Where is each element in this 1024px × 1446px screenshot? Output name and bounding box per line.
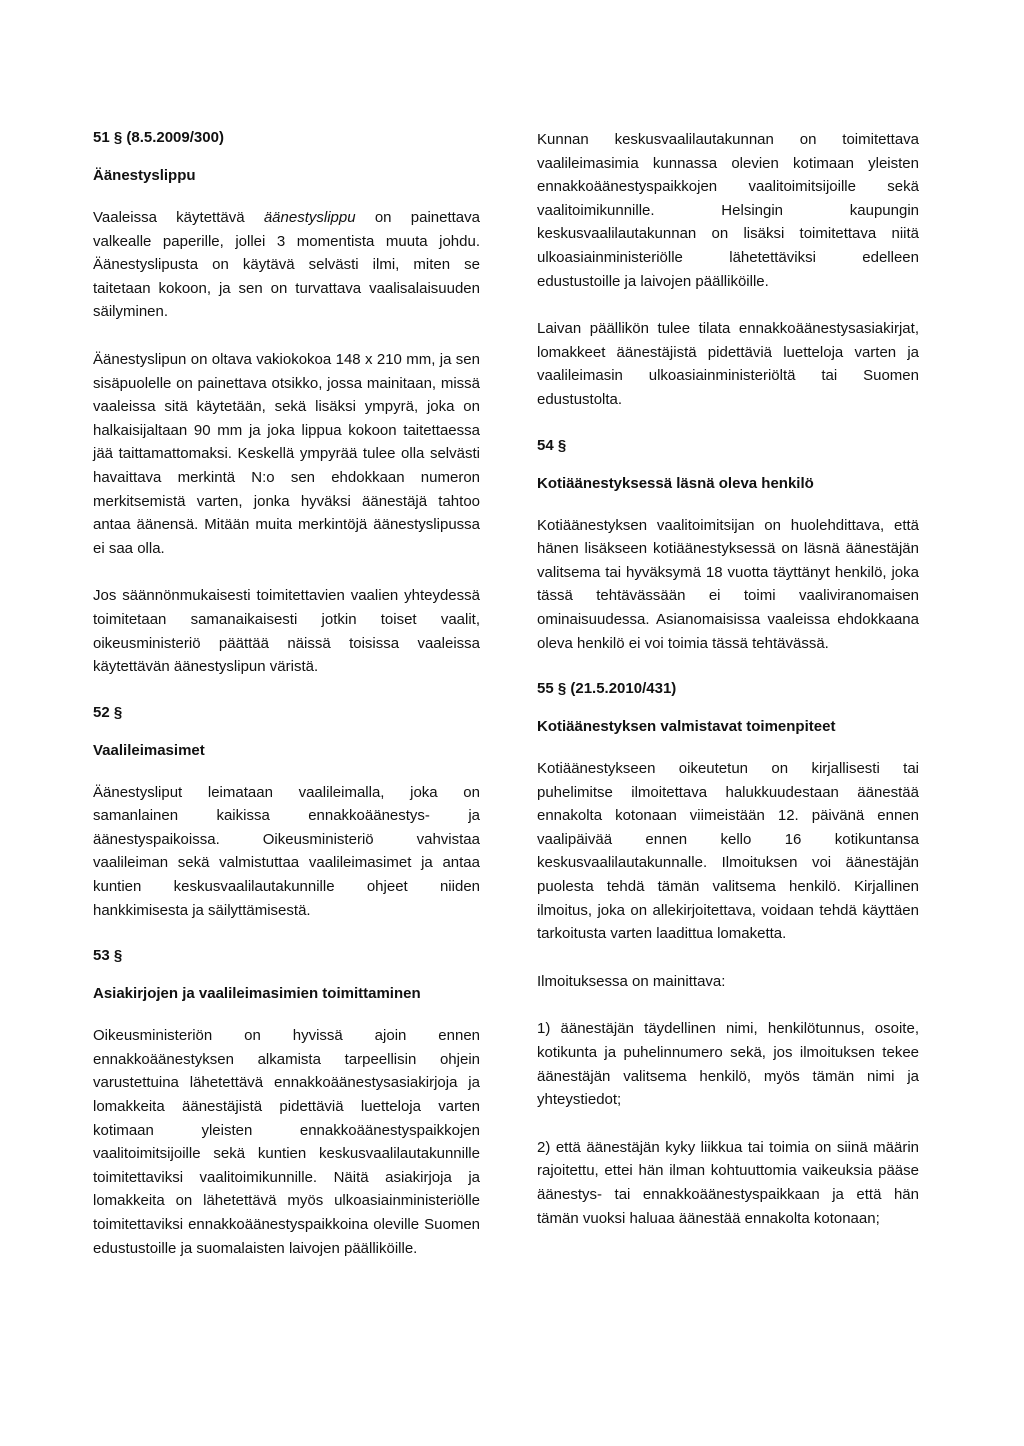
section-52-title: Vaalileimasimet (93, 741, 205, 759)
section-55-paragraph-1: Kotiäänestykseen oikeutetun on kirjallisesti tai puhelimitse ilmoitettava halukkuudestaan äänestää ennakolta kotonaan viimeistään 12. päivänä ennen vaalipäivää ennen kello 16 kotikuntansa keskusvaalilautakunnalle. Ilmoituksen voi äänestäjän puolesta tehdä tämän valitsema henkilö. Kirjallinen ilmoitus, joka on allekirjoitettava, voidaan tehdä käyttäen tarkoitusta varten laadittua lomaketta. (537, 760, 919, 943)
section-53-paragraph-3: Laivan päällikön tulee tilata ennakkoäänestysasiakirjat, lomakkeet äänestäjistä pidettäviä luetteloja varten ja vaalileimasin ulkoasiainministeriöltä tai Suomen edustustolta. (537, 320, 919, 408)
section-53-number: 53 § (93, 947, 123, 965)
left-column (93, 128, 480, 1284)
section-53-title: Asiakirjojen ja vaalileimasimien toimittaminen (93, 985, 421, 1003)
section-51-number: 51 § (8.5.2009/300) (93, 129, 224, 146)
section-53-paragraph-1: Oikeusministeriön on hyvissä ajoin ennen ennakkoäänestyksen alkamista tarpeellisin ohjein varustettuina lähetettävä ennakkoäänestysasiakirjoja ja lomakkeita äänestäjistä pidettäviä luetteloja varten kotimaan yleisten ennakkoäänestyspaikkojen vaalitoimitsijoille sekä kuntien keskusvaalilautakunnille toimitettaviksi vaalitoimikunnille. Näitä asiakirjoja ja lomakkeita on lähetettävä myös ulkoasiainministeriölle toimitettaviksi ennakkoäänestyspaikkoina oleville Suomen edustustoille ja suomalaisten laivojen päälliköille. (93, 1027, 480, 1257)
section-54-title: Kotiäänestyksessä läsnä oleva henkilö (537, 474, 814, 492)
section-52-paragraph-1: Äänestysliput leimataan vaalileimalla, joka on samanlainen kaikissa ennakkoäänestys- ja äänestyspaikoissa. Oikeusministeriö vahvistaa vaalileiman sekä valmistuttaa vaalileimasimet ja antaa kuntien keskusvaalilautakunnille ohjeet niiden hankkimisesta ja säilyttämisestä. (93, 783, 480, 919)
section-55-list-item-1: 1) äänestäjän täydellinen nimi, henkilötunnus, osoite, kotikunta ja puhelinnumero sekä, jos ilmoituksen tekee äänestäjän valitsema henkilö, myös tämän nimi ja yhteystiedot; (537, 1020, 919, 1109)
right-column (537, 128, 919, 1254)
section-51-paragraph-2: Äänestyslipun on oltava vakiokokoa 148 x 210 mm, ja sen sisäpuolelle on painettava otsikko, jossa mainitaan, missä vaaleissa sitä käytetään, sekä lisäksi ympyrä, joka on halkaisijaltaan 90 mm ja joka lippua kokoon taitettaessa jää taittamattomaksi. Keskellä ympyrää tulee olla selvästi havaittava merkintä N:o sen ehdokkaan numeron merkitsemistä varten, jonka hyväksi äänestäjä tahtoo antaa äänensä. Mitään muita merkintöjä äänestyslipussa ei saa olla. (93, 350, 480, 557)
section-54-paragraph-1: Kotiäänestyksen vaalitoimitsijan on huolehdittava, että hänen lisäkseen kotiäänestyksessä on läsnä äänestäjän valitsema tai hyväksymä 18 vuotta täyttänyt henkilö, joka tässä tehtävässään ei toimi vaaliviranomaisen ominaisuudessa. Asianomaisissa vaaleissa ehdokkaana oleva henkilö ei voi toimia tässä tehtävässä. (537, 516, 919, 652)
section-55-title: Kotiäänestyksen valmistavat toimenpiteet (537, 718, 836, 736)
section-51-paragraph-1: Vaaleissa käytettävä äänestyslippu on painettava valkealle paperille, jollei 3 momentista muuta johdu. Äänestyslipusta on käytävä selvästi ilmi, miten se taitetaan kokoon, ja sen on turvattava vaalisalaisuuden säilyminen. (93, 209, 480, 321)
section-55-number: 55 § (21.5.2010/431) (537, 680, 677, 698)
section-54-number: 54 § (537, 436, 567, 454)
section-53-paragraph-2: Kunnan keskusvaalilautakunnan on toimitettava vaalileimasimia kunnassa olevien kotimaan yleisten ennakkoäänestyspaikkojen vaalitoimitsijoille sekä vaalitoimikunnille. Helsingin kaupungin keskusvaalilautakunnan on lisäksi toimitettava niitä ulkoasiainministeriölle lähetettäviksi edelleen edustustoille ja laivojen päälliköille. (537, 131, 919, 290)
section-51-paragraph-3: Jos säännönmukaisesti toimitettavien vaalien yhteydessä toimitetaan samanaikaisesti jotkin toiset vaalit, oikeusministeriö päättää näissä toisissa vaaleissa käytettävän äänestyslipun väristä. (93, 587, 480, 676)
section-52-number: 52 § (93, 703, 123, 721)
section-55-list-item-2: 2) että äänestäjän kyky liikkua tai toimia on siinä määrin rajoitettu, ettei hän ilman kohtuuttomia vaikeuksia pääse äänestys- tai ennakkoäänestyspaikkaan ja että hän tämän vuoksi haluaa äänestää ennakolta kotonaan; (537, 1138, 919, 1227)
section-51-title: Äänestyslippu (93, 167, 196, 184)
section-55-paragraph-2: Ilmoituksessa on mainittava: (537, 972, 726, 990)
